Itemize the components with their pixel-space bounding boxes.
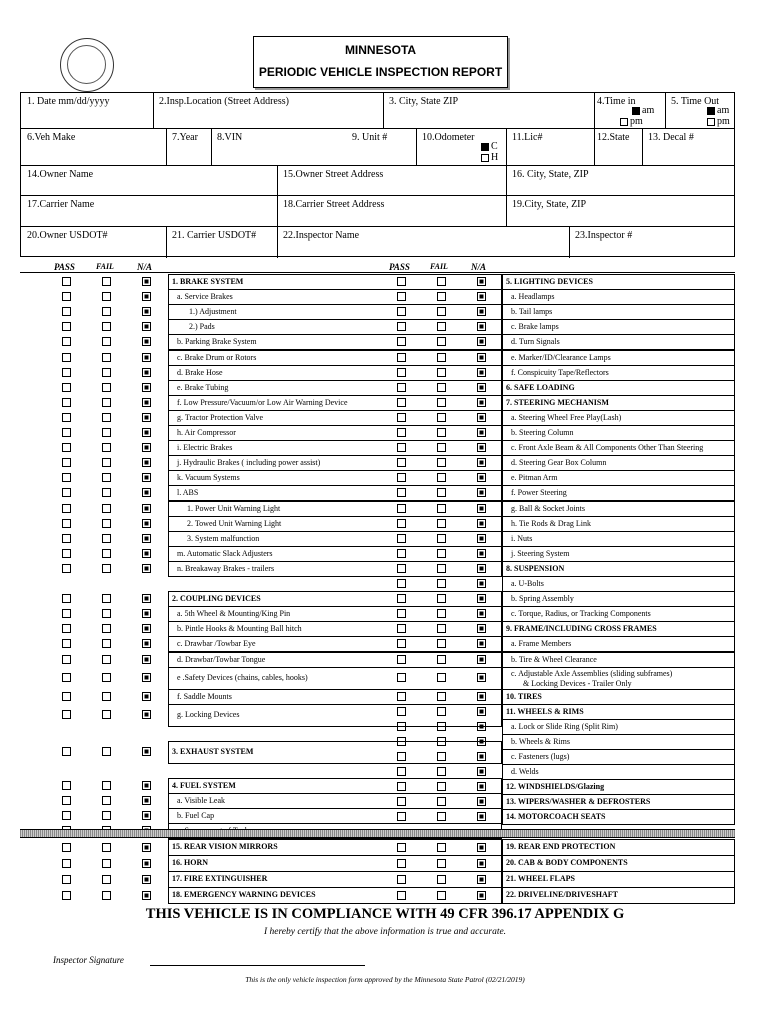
left-checklist-item: 2.) Pads bbox=[168, 319, 502, 335]
left-pass-checkbox[interactable] bbox=[62, 504, 71, 513]
owner-name-field[interactable]: 14.Owner Name bbox=[27, 169, 94, 180]
left-na-checkbox[interactable] bbox=[142, 624, 151, 633]
bottom-left-item: 15. REAR VISION MIRRORS bbox=[168, 839, 502, 856]
left-fail-checkbox[interactable] bbox=[102, 692, 111, 701]
vin-field[interactable]: 8.VIN bbox=[217, 132, 243, 143]
right-checklist-item: f. Power Steering bbox=[502, 485, 735, 501]
bottom-left-item: 17. FIRE EXTINGUISHER bbox=[168, 871, 502, 888]
bottom-left-fail-checkbox[interactable] bbox=[102, 843, 111, 852]
right-checklist-item: i. Nuts bbox=[502, 531, 735, 547]
left-checklist-item: h. Air Compressor bbox=[168, 425, 502, 441]
right-checklist-item: a. Headlamps bbox=[502, 289, 735, 305]
bottom-right-item: 22. DRIVELINE/DRIVESHAFT bbox=[502, 887, 735, 904]
right-checklist-item: 13. WIPERS/WASHER & DEFROSTERS bbox=[502, 794, 735, 810]
time-in-field[interactable]: 4.Time in bbox=[597, 96, 636, 107]
left-checklist-item: 3. EXHAUST SYSTEM bbox=[168, 741, 502, 764]
right-checklist-item: b. Tire & Wheel Clearance bbox=[502, 652, 735, 668]
left-checklist-item: 3. System malfunction bbox=[168, 531, 502, 547]
license-field[interactable]: 11.Lic# bbox=[512, 132, 543, 143]
odometer-h-label: H bbox=[491, 152, 499, 163]
left-fail-checkbox[interactable] bbox=[102, 322, 111, 331]
left-checklist-item: f. Saddle Mounts bbox=[168, 689, 502, 705]
left-na-heading: N/A bbox=[137, 262, 153, 272]
left-pass-checkbox[interactable] bbox=[62, 398, 71, 407]
odometer-h-checkbox[interactable] bbox=[481, 154, 489, 162]
bottom-left-fail-checkbox[interactable] bbox=[102, 875, 111, 884]
bottom-right-fail-checkbox[interactable] bbox=[437, 875, 446, 884]
left-checklist-item: g. Locking Devices bbox=[168, 704, 502, 727]
left-pass-checkbox[interactable] bbox=[62, 609, 71, 618]
left-pass-checkbox[interactable] bbox=[62, 353, 71, 362]
carrier-usdot-field[interactable]: 21. Carrier USDOT# bbox=[172, 230, 257, 241]
bottom-right-fail-checkbox[interactable] bbox=[437, 891, 446, 900]
bottom-left-item: 16. HORN bbox=[168, 855, 502, 872]
right-checklist-item: 5. LIGHTING DEVICES bbox=[502, 274, 735, 290]
time-in-am-checkbox[interactable] bbox=[632, 107, 640, 115]
unit-field[interactable]: 9. Unit # bbox=[352, 132, 388, 143]
left-na-checkbox[interactable] bbox=[142, 710, 151, 719]
bottom-left-fail-checkbox[interactable] bbox=[102, 859, 111, 868]
right-checklist-item: e. Marker/ID/Clearance Lamps bbox=[502, 350, 735, 366]
bottom-right-item: 21. WHEEL FLAPS bbox=[502, 871, 735, 888]
left-na-checkbox[interactable] bbox=[142, 307, 151, 316]
approval-footer: This is the only vehicle inspection form approved by the Minnesota State Patrol (02/21/2019) bbox=[245, 975, 525, 984]
right-na-checkbox[interactable] bbox=[477, 767, 486, 776]
time-out-am-label: am bbox=[717, 105, 730, 116]
left-fail-checkbox[interactable] bbox=[102, 564, 111, 573]
left-na-checkbox[interactable] bbox=[142, 443, 151, 452]
left-pass-checkbox[interactable] bbox=[62, 710, 71, 719]
left-fail-checkbox[interactable] bbox=[102, 673, 111, 682]
carrier-city-field[interactable]: 19.City, State, ZIP bbox=[512, 199, 587, 210]
right-checklist-item: 14. MOTORCOACH SEATS bbox=[502, 809, 735, 825]
right-fail-heading: FAIL bbox=[430, 262, 448, 271]
left-checklist-item: 2. Towed Unit Warning Light bbox=[168, 516, 502, 532]
left-pass-checkbox[interactable] bbox=[62, 673, 71, 682]
right-checklist-item: b. Steering Column bbox=[502, 425, 735, 441]
bottom-right-na-checkbox[interactable] bbox=[477, 859, 486, 868]
bottom-right-fail-checkbox[interactable] bbox=[437, 843, 446, 852]
left-fail-checkbox[interactable] bbox=[102, 549, 111, 558]
left-na-checkbox[interactable] bbox=[142, 549, 151, 558]
bottom-left-pass-checkbox[interactable] bbox=[62, 875, 71, 884]
right-checklist-item: c. Fasteners (lugs) bbox=[502, 749, 735, 765]
left-fail-checkbox[interactable] bbox=[102, 609, 111, 618]
right-fail-checkbox[interactable] bbox=[437, 579, 446, 588]
left-checklist-item: 1. Power Unit Warning Light bbox=[168, 501, 502, 517]
left-pass-checkbox[interactable] bbox=[62, 564, 71, 573]
bottom-right-na-checkbox[interactable] bbox=[477, 891, 486, 900]
right-checklist-item: c. Front Axle Beam & All Components Other Than Steering bbox=[502, 440, 735, 456]
left-fail-checkbox[interactable] bbox=[102, 655, 111, 664]
bottom-right-pass-checkbox[interactable] bbox=[397, 891, 406, 900]
left-checklist-item: d. Brake Hose bbox=[168, 365, 502, 381]
year-field[interactable]: 7.Year bbox=[172, 132, 198, 143]
left-checklist-item: b. Fuel Cap bbox=[168, 808, 502, 824]
right-fail-checkbox[interactable] bbox=[437, 767, 446, 776]
bottom-right-pass-checkbox[interactable] bbox=[397, 875, 406, 884]
left-checklist-item: d. Drawbar/Towbar Tongue bbox=[168, 652, 502, 668]
left-pass-checkbox[interactable] bbox=[62, 458, 71, 467]
time-out-pm-label: pm bbox=[717, 116, 730, 127]
right-checklist-item: b. Spring Assembly bbox=[502, 591, 735, 607]
left-checklist-item: c. Drawbar /Towbar Eye bbox=[168, 636, 502, 652]
left-fail-checkbox[interactable] bbox=[102, 458, 111, 467]
left-pass-checkbox[interactable] bbox=[62, 322, 71, 331]
left-na-checkbox[interactable] bbox=[142, 609, 151, 618]
right-checklist-item: a. Steering Wheel Free Play(Lash) bbox=[502, 410, 735, 426]
left-pass-checkbox[interactable] bbox=[62, 277, 71, 286]
left-fail-checkbox[interactable] bbox=[102, 594, 111, 603]
right-checklist-item: c. Brake lamps bbox=[502, 319, 735, 335]
bottom-left-na-checkbox[interactable] bbox=[142, 859, 151, 868]
left-na-checkbox[interactable] bbox=[142, 519, 151, 528]
left-pass-checkbox[interactable] bbox=[62, 383, 71, 392]
inspector-name-field[interactable]: 22.Inspector Name bbox=[283, 230, 360, 241]
left-fail-checkbox[interactable] bbox=[102, 710, 111, 719]
right-item-line1: c. Adjustable Axle Assemblies (sliding subframes) bbox=[511, 668, 673, 678]
left-fail-checkbox[interactable] bbox=[102, 473, 111, 482]
left-checklist-item: a. Visible Leak bbox=[168, 793, 502, 809]
left-fail-checkbox[interactable] bbox=[102, 337, 111, 346]
left-checklist-item: 1.) Adjustment bbox=[168, 304, 502, 320]
left-pass-heading: PASS bbox=[54, 262, 75, 272]
left-fail-checkbox[interactable] bbox=[102, 307, 111, 316]
left-na-checkbox[interactable] bbox=[142, 337, 151, 346]
right-checklist-item: 12. WINDSHIELDS/Glazing bbox=[502, 779, 735, 795]
left-fail-checkbox[interactable] bbox=[102, 398, 111, 407]
right-checklist-item: 7. STEERING MECHANISM bbox=[502, 395, 735, 411]
left-na-checkbox[interactable] bbox=[142, 383, 151, 392]
odometer-c-checkbox[interactable] bbox=[481, 143, 489, 151]
owner-street-field[interactable]: 15.Owner Street Address bbox=[283, 169, 384, 180]
bottom-left-pass-checkbox[interactable] bbox=[62, 859, 71, 868]
time-in-pm-checkbox[interactable] bbox=[620, 118, 628, 126]
bottom-right-item: 19. REAR END PROTECTION bbox=[502, 839, 735, 856]
left-checklist-item: e. Brake Tubing bbox=[168, 380, 502, 396]
left-pass-checkbox[interactable] bbox=[62, 488, 71, 497]
time-out-field[interactable]: 5. Time Out bbox=[671, 96, 720, 107]
bottom-left-na-checkbox[interactable] bbox=[142, 891, 151, 900]
right-checklist-item: e. Pitman Arm bbox=[502, 470, 735, 486]
left-na-checkbox[interactable] bbox=[142, 781, 151, 790]
left-fail-checkbox[interactable] bbox=[102, 488, 111, 497]
right-item-line2: & Locking Devices - Trailer Only bbox=[523, 678, 632, 688]
left-checklist-item: b. Parking Brake System bbox=[168, 334, 502, 350]
left-pass-checkbox[interactable] bbox=[62, 413, 71, 422]
right-checklist-item: d. Turn Signals bbox=[502, 334, 735, 350]
left-fail-checkbox[interactable] bbox=[102, 504, 111, 513]
right-checklist-item: 11. WHEELS & RIMS bbox=[502, 704, 735, 720]
odometer-field[interactable]: 10.Odometer bbox=[422, 132, 475, 143]
bottom-left-pass-checkbox[interactable] bbox=[62, 891, 71, 900]
left-fail-checkbox[interactable] bbox=[102, 353, 111, 362]
owner-city-field[interactable]: 16. City, State, ZIP bbox=[512, 169, 589, 180]
right-checklist-item: a. Lock or Slide Ring (Split Rim) bbox=[502, 719, 735, 735]
left-na-checkbox[interactable] bbox=[142, 811, 151, 820]
left-na-checkbox[interactable] bbox=[142, 796, 151, 805]
right-checklist-item: b. Wheels & Rims bbox=[502, 734, 735, 750]
bottom-left-na-checkbox[interactable] bbox=[142, 843, 151, 852]
left-na-checkbox[interactable] bbox=[142, 473, 151, 482]
right-checklist-item: f. Conspicuity Tape/Reflectors bbox=[502, 365, 735, 381]
left-na-checkbox[interactable] bbox=[142, 368, 151, 377]
right-pass-checkbox[interactable] bbox=[397, 767, 406, 776]
left-na-checkbox[interactable] bbox=[142, 413, 151, 422]
bottom-right-fail-checkbox[interactable] bbox=[437, 859, 446, 868]
left-pass-checkbox[interactable] bbox=[62, 307, 71, 316]
section-divider bbox=[20, 829, 735, 838]
bottom-left-na-checkbox[interactable] bbox=[142, 875, 151, 884]
left-na-checkbox[interactable] bbox=[142, 534, 151, 543]
left-na-checkbox[interactable] bbox=[142, 458, 151, 467]
left-fail-checkbox[interactable] bbox=[102, 624, 111, 633]
state-field[interactable]: 12.State bbox=[597, 132, 630, 143]
left-checklist-item: 4. FUEL SYSTEM bbox=[168, 778, 502, 794]
right-checklist-item: 10. TIRES bbox=[502, 689, 735, 705]
form-title bbox=[253, 36, 508, 88]
carrier-street-field[interactable]: 18.Carrier Street Address bbox=[283, 199, 385, 210]
left-na-checkbox[interactable] bbox=[142, 673, 151, 682]
left-fail-checkbox[interactable] bbox=[102, 368, 111, 377]
left-pass-checkbox[interactable] bbox=[62, 292, 71, 301]
bottom-right-pass-checkbox[interactable] bbox=[397, 843, 406, 852]
left-fail-checkbox[interactable] bbox=[102, 383, 111, 392]
left-fail-checkbox[interactable] bbox=[102, 781, 111, 790]
left-pass-checkbox[interactable] bbox=[62, 534, 71, 543]
left-checklist-item: m. Automatic Slack Adjusters bbox=[168, 546, 502, 562]
left-checklist-item: b. Pintle Hooks & Mounting Ball hitch bbox=[168, 621, 502, 637]
left-na-checkbox[interactable] bbox=[142, 353, 151, 362]
time-out-am-checkbox[interactable] bbox=[707, 107, 715, 115]
time-in-am-label: am bbox=[642, 105, 655, 116]
minnesota-state-seal-logo bbox=[60, 38, 114, 92]
left-fail-checkbox[interactable] bbox=[102, 413, 111, 422]
left-checklist-item: j. Hydraulic Brakes ( including power assist) bbox=[168, 455, 502, 471]
left-na-checkbox[interactable] bbox=[142, 655, 151, 664]
left-na-checkbox[interactable] bbox=[142, 428, 151, 437]
carrier-name-field[interactable]: 17.Carrier Name bbox=[27, 199, 95, 210]
left-fail-checkbox[interactable] bbox=[102, 428, 111, 437]
left-pass-checkbox[interactable] bbox=[62, 443, 71, 452]
left-pass-checkbox[interactable] bbox=[62, 747, 71, 756]
right-checklist-item: c. Torque, Radius, or Tracking Components bbox=[502, 606, 735, 622]
insp-location-field[interactable]: 2.Insp.Location (Street Address) bbox=[159, 96, 289, 107]
bottom-right-pass-checkbox[interactable] bbox=[397, 859, 406, 868]
right-checklist-item: 8. SUSPENSION bbox=[502, 561, 735, 577]
right-checklist-item: 6. SAFE LOADING bbox=[502, 380, 735, 396]
left-checklist-item: a. Service Brakes bbox=[168, 289, 502, 305]
left-pass-checkbox[interactable] bbox=[62, 549, 71, 558]
time-out-pm-checkbox[interactable] bbox=[707, 118, 715, 126]
left-pass-checkbox[interactable] bbox=[62, 639, 71, 648]
vehicle-info-header bbox=[20, 92, 735, 257]
left-pass-checkbox[interactable] bbox=[62, 519, 71, 528]
left-checklist-item: n. Breakaway Brakes - trailers bbox=[168, 561, 502, 577]
left-fail-checkbox[interactable] bbox=[102, 277, 111, 286]
right-checklist-item: a. U-Bolts bbox=[502, 576, 735, 592]
bottom-left-item: 18. EMERGENCY WARNING DEVICES bbox=[168, 887, 502, 904]
left-fail-checkbox[interactable] bbox=[102, 747, 111, 756]
left-checklist-item: e .Safety Devices (chains, cables, hooks) bbox=[168, 667, 502, 690]
right-checklist-item: j. Steering System bbox=[502, 546, 735, 562]
right-checklist-item: 9. FRAME/INCLUDING CROSS FRAMES bbox=[502, 621, 735, 637]
left-checklist-item: 1. BRAKE SYSTEM bbox=[168, 274, 502, 290]
bottom-right-item: 20. CAB & BODY COMPONENTS bbox=[502, 855, 735, 872]
left-fail-checkbox[interactable] bbox=[102, 519, 111, 528]
left-fail-checkbox[interactable] bbox=[102, 639, 111, 648]
left-na-checkbox[interactable] bbox=[142, 564, 151, 573]
title-report: PERIODIC VEHICLE INSPECTION REPORT bbox=[258, 65, 503, 79]
left-pass-checkbox[interactable] bbox=[62, 337, 71, 346]
decal-field[interactable]: 13. Decal # bbox=[648, 132, 694, 143]
right-checklist-item: g. Ball & Socket Joints bbox=[502, 501, 735, 517]
right-checklist-item: a. Frame Members bbox=[502, 636, 735, 652]
left-pass-checkbox[interactable] bbox=[62, 781, 71, 790]
veh-make-field[interactable]: 6.Veh Make bbox=[27, 132, 76, 143]
right-checklist-item: b. Tail lamps bbox=[502, 304, 735, 320]
left-pass-checkbox[interactable] bbox=[62, 624, 71, 633]
right-checklist-item: d. Welds bbox=[502, 764, 735, 780]
left-pass-checkbox[interactable] bbox=[62, 692, 71, 701]
left-na-checkbox[interactable] bbox=[142, 747, 151, 756]
bottom-left-pass-checkbox[interactable] bbox=[62, 843, 71, 852]
left-pass-checkbox[interactable] bbox=[62, 594, 71, 603]
left-fail-heading: FAIL bbox=[96, 262, 114, 271]
compliance-statement: THIS VEHICLE IS IN COMPLIANCE WITH 49 CFR 396.17 APPENDIX G bbox=[145, 906, 625, 922]
inspector-number-field[interactable]: 23.Inspector # bbox=[575, 230, 633, 241]
title-state: MINNESOTA bbox=[344, 43, 417, 57]
left-na-checkbox[interactable] bbox=[142, 639, 151, 648]
left-fail-checkbox[interactable] bbox=[102, 292, 111, 301]
right-pass-heading: PASS bbox=[389, 262, 410, 272]
date-field[interactable]: 1. Date mm/dd/yyyy bbox=[27, 96, 110, 107]
left-checklist-item: 2. COUPLING DEVICES bbox=[168, 591, 502, 607]
odometer-c-label: C bbox=[491, 141, 498, 152]
left-na-checkbox[interactable] bbox=[142, 504, 151, 513]
left-na-checkbox[interactable] bbox=[142, 488, 151, 497]
left-checklist-item: c. Brake Drum or Rotors bbox=[168, 350, 502, 366]
left-pass-checkbox[interactable] bbox=[62, 428, 71, 437]
left-fail-checkbox[interactable] bbox=[102, 796, 111, 805]
left-pass-checkbox[interactable] bbox=[62, 796, 71, 805]
bottom-right-na-checkbox[interactable] bbox=[477, 843, 486, 852]
left-fail-checkbox[interactable] bbox=[102, 534, 111, 543]
right-na-heading: N/A bbox=[471, 262, 487, 272]
left-fail-checkbox[interactable] bbox=[102, 811, 111, 820]
left-na-checkbox[interactable] bbox=[142, 292, 151, 301]
city-state-zip-field[interactable]: 3. City, State ZIP bbox=[389, 96, 459, 107]
left-na-checkbox[interactable] bbox=[142, 594, 151, 603]
right-pass-checkbox[interactable] bbox=[397, 579, 406, 588]
left-checklist-item: i. Electric Brakes bbox=[168, 440, 502, 456]
owner-usdot-field[interactable]: 20.Owner USDOT# bbox=[27, 230, 108, 241]
inspector-signature-line[interactable] bbox=[150, 965, 365, 966]
left-na-checkbox[interactable] bbox=[142, 277, 151, 286]
right-checklist-item: h. Tie Rods & Drag Link bbox=[502, 516, 735, 532]
left-pass-checkbox[interactable] bbox=[62, 811, 71, 820]
left-pass-checkbox[interactable] bbox=[62, 655, 71, 664]
right-checklist-item: d. Steering Gear Box Column bbox=[502, 455, 735, 471]
left-na-checkbox[interactable] bbox=[142, 322, 151, 331]
right-na-checkbox[interactable] bbox=[477, 579, 486, 588]
left-na-checkbox[interactable] bbox=[142, 398, 151, 407]
inspector-signature-label: Inspector Signature bbox=[53, 955, 124, 965]
left-checklist-item: a. 5th Wheel & Mounting/King Pin bbox=[168, 606, 502, 622]
right-checklist-item bbox=[502, 667, 735, 690]
left-fail-checkbox[interactable] bbox=[102, 443, 111, 452]
left-checklist-item: f. Low Pressure/Vacuum/or Low Air Warning Device bbox=[168, 395, 502, 411]
left-pass-checkbox[interactable] bbox=[62, 368, 71, 377]
left-checklist-item: k. Vacuum Systems bbox=[168, 470, 502, 486]
left-na-checkbox[interactable] bbox=[142, 692, 151, 701]
bottom-right-na-checkbox[interactable] bbox=[477, 875, 486, 884]
certification-text: I hereby certify that the above information is true and accurate. bbox=[263, 927, 507, 937]
left-checklist-item: l. ABS bbox=[168, 485, 502, 501]
left-checklist-item: g. Tractor Protection Valve bbox=[168, 410, 502, 426]
bottom-left-fail-checkbox[interactable] bbox=[102, 891, 111, 900]
time-in-pm-label: pm bbox=[630, 116, 643, 127]
left-pass-checkbox[interactable] bbox=[62, 473, 71, 482]
